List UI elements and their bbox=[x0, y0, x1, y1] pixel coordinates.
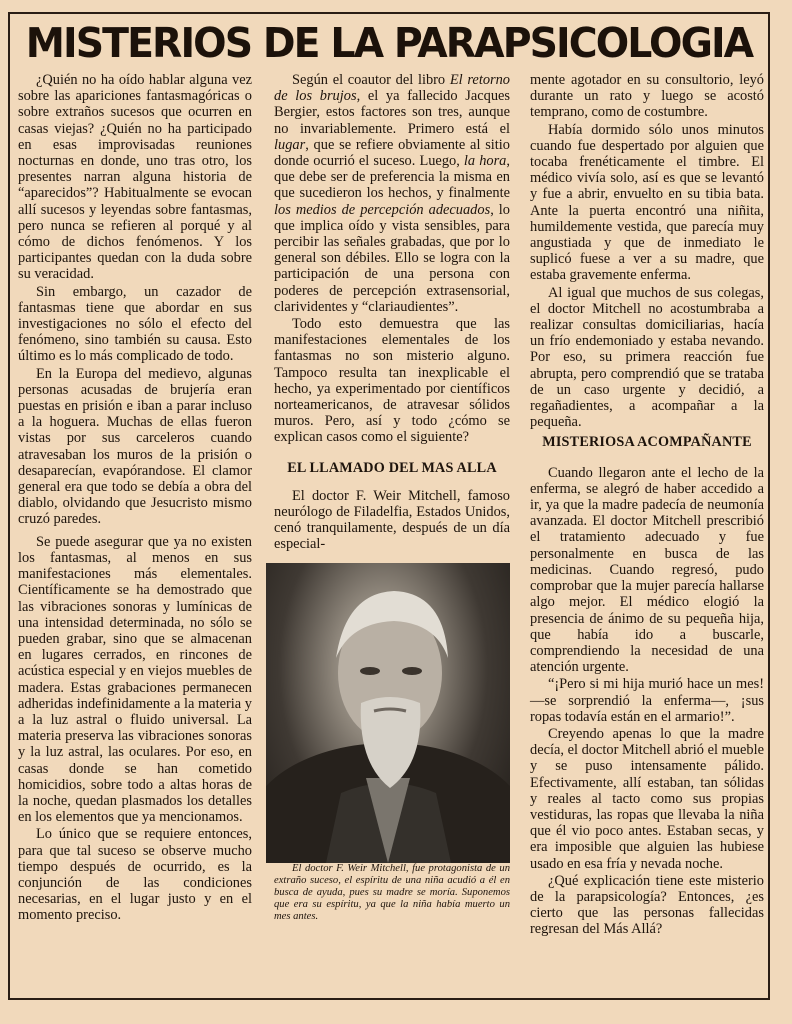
paragraph: El doctor F. Weir Mitchell, famoso neurólogo de Filadelfia, Estados Unidos, cenó tranquilamente, después de un día especial- bbox=[274, 487, 510, 553]
paragraph: ¿Qué explicación tiene este misterio de la parapsicología? Entonces, ¿es cierto que las personas fallecidas regresan del Más Allá? bbox=[530, 872, 764, 938]
paragraph: Sin embargo, un cazador de fantasmas tiene que abordar en sus investigaciones no sólo el efecto del fenómeno, sino también su causa. Esto último es lo más complicado de todo. bbox=[18, 283, 252, 365]
section-heading: EL LLAMADO DEL MAS ALLA bbox=[287, 459, 497, 476]
paragraph: Todo esto demuestra que las manifestaciones elementales de los fantasmas no son misterio alguno. Tampoco resulta tan inexplicable el hecho, ya experimentado por científicos norteamericanos, de atravesar sólidos muros. Pero, así y todo ¿cómo se explican casos como el siguiente? bbox=[274, 316, 510, 446]
column-3 bbox=[530, 72, 764, 938]
column-1 bbox=[18, 72, 252, 924]
photo-caption: El doctor F. Weir Mitchell, fue protagonista de un extraño suceso, el espíritu de una niña acudió a él en busca de ayuda, pues su madre se moría. Suponemos que era su espíritu, ya que la niña había muerto un mes antes. bbox=[274, 862, 510, 922]
paragraph: “¡Pero si mi hija murió hace un mes! —se sorprendió la enferma—, ¡sus ropas todavía están en el armario!”. bbox=[530, 676, 764, 725]
magazine-page bbox=[8, 12, 770, 1000]
paragraph: mente agotador en su consultorio, leyó durante un rato y luego se acostó temprano, como de costumbre. bbox=[530, 72, 764, 121]
book-title: El retorno de los brujos bbox=[274, 72, 511, 105]
paragraph: ¿Quién no ha oído hablar alguna vez sobre las apariciones fantasmagóricas o sobre extraños sucesos que ocurren en casas viejas? ¿Quién no ha participado en esas improvisadas reuniones nocturnas en donde, uno tras otro, los presentes narran alguna historia de “aparecidos”? Habitualmente se evocan allí sucesos y leyendas sobre fantasmas, pero nunca se refieren al porqué y al cómo de dichos fenómenos. Y los participantes quedan con la duda sobre su veracidad. bbox=[18, 72, 252, 283]
paragraph: Había dormido sólo unos minutos cuando fue despertado por alguien que tocaba frenéticamente el timbre. El médico vivía solo, así es que se levantó y fue a abrir, envuelto en su tibia bata. Ante la puerta encontró una niñita, humildemente vestida, que parecía muy angustiada y que de inmediato le suplicó fuese a ver a su madre, que estaba gravemente enferma. bbox=[530, 121, 764, 284]
column-2 bbox=[274, 72, 510, 923]
paragraph: Se puede asegurar que ya no existen los fantasmas, al menos en sus manifestaciones más elementales. Científicamente se ha demostrado que las vibraciones sonoras y lumínicas de una intensidad determinada, no sólo se pueden grabar, sino que se almacenan en lugares cerrados, en rincones de acústica especial y en viejos muebles de madera. Estas grabaciones permanecen adheridas indefinidamente a la materia y a la luz astral o fluido universal. La materia preserva las vibraciones sonoras y la luz astral, las oculares. Por eso, en casas donde se han cometido homicidios, sobre todo a altas horas de la noche, quedan plasmados los detalles en los elementos que ya mencionamos. bbox=[18, 533, 252, 826]
section-heading: MISTERIOSA ACOMPAÑANTE bbox=[542, 434, 752, 451]
paragraph: Creyendo apenas lo que la madre decía, el doctor Mitchell abrió el mueble y se puso intensamente pálido. Efectivamente, allí estaban, tan sólidas y reales al tacto como sus propias vestiduras, las ropas que llevaba la niña que él vio poco antes. Estaban secas, y era imposible que alguien las hubiese usado en esa fría y nevada noche. bbox=[530, 725, 764, 872]
article-title: MISTERIOS DE LA PARAPSICOLOGIA bbox=[25, 19, 753, 67]
portrait-photo bbox=[266, 563, 510, 863]
portrait-icon bbox=[266, 563, 510, 863]
paragraph: En la Europa del medievo, algunas personas acusadas de brujería eran puestas en prisión e iban a parar incluso a la hoguera. Muchas de ellas fueron vistas por sus carceleros cuando atravesaban los muros de la prisión o desaparecían, evapórandose. El clamor general era que todo se debía a obra del diablo, olvidando que Jesucristo mismo cruzó paredes. bbox=[18, 365, 252, 528]
paragraph: Lo único que se requiere entonces, para que tal suceso se observe mucho tiempo después de ocurrido, es la conjunción de las condiciones necesarias, en el lugar justo y en el momento preciso. bbox=[18, 826, 252, 924]
paragraph: Cuando llegaron ante el lecho de la enferma, se alegró de haber accedido a ir, ya que la madre padecía de neumonía avanzada. El doctor Mitchell prescribió el tratamiento adecuado y fue personalmente en busca de las medicinas. Cuando regresó, pudo comprobar que la mujer parecía hallarse algo mejor. El médico elogió la presencia de ánimo de su pequeña hija, que había ido a buscarle, comprendiendo la necesidad de una atención urgente. bbox=[530, 464, 764, 676]
paragraph: Según el coautor del libro El retorno de los brujos, el ya fallecido Jacques Bergier, estos factores son tres, aunque no invariablemente. Primero está el lugar, que se refiere obviamente al sitio donde ocurrió el suceso. Luego, la hora, que debe ser de preferencia la misma en que sucedieron los hechos, y finalmente los medios de percepción adecuados, lo que implica oído y vista sensibles, para percibir las señales grabadas, que por lo general son débiles. Ello se logra con la participación de una persona con poderes de percepción extrasensorial, clarividentes y “clariaudientes”. bbox=[274, 72, 511, 315]
paragraph: Al igual que muchos de sus colegas, el doctor Mitchell no acostumbraba a realizar consultas domiciliarias, hacía un frío endemoniado y estaba nevando. Por eso, su primera reacción fue abrupta, pero comprendió que se trataba de un caso urgente y decidió, a regañadientes, a acompañar a la pequeña. bbox=[530, 284, 764, 431]
